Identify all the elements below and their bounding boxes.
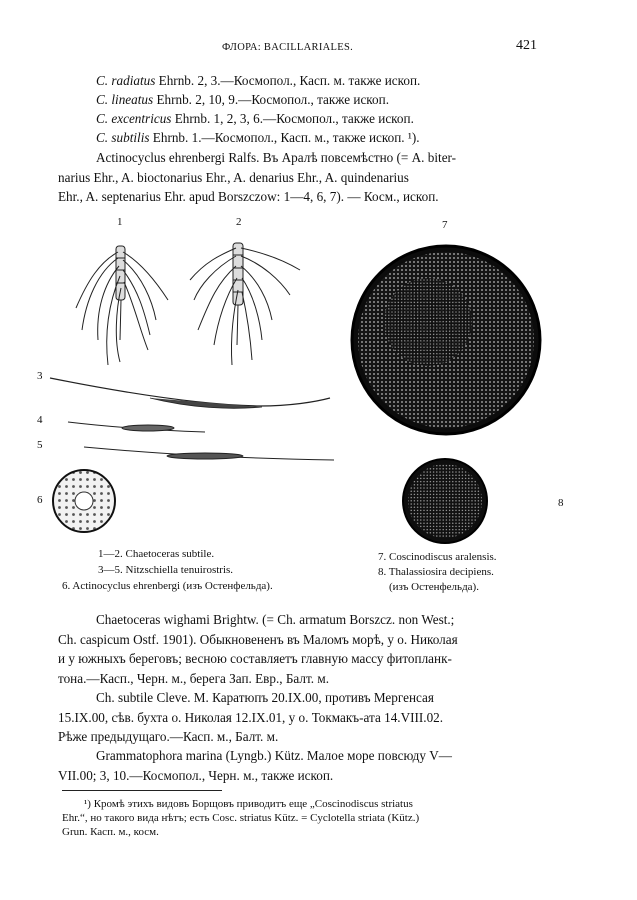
caption-right: 8. Thalassiosira decipiens. <box>378 566 494 578</box>
figure-label-7: 7 <box>442 219 448 231</box>
thalassiosira-figure-8 <box>403 459 487 543</box>
page-number: 421 <box>516 38 537 53</box>
species-name: C. lineatus <box>96 92 154 107</box>
species-name: C. excentricus <box>96 111 172 126</box>
figure-label-4: 4 <box>37 414 43 426</box>
footnote-line: Ehr.“, но такого вида нѣтъ; есть Cosc. striatus Kütz. = Cyclotella striata (Kütz.) <box>62 812 420 824</box>
body-line: Ch. caspicum Ostf. 1901). Обыкновененъ въ Маломъ морѣ, у о. Николая <box>58 632 458 647</box>
paragraph-line: narius Ehr., A. bioctonarius Ehr., A. denarius Ehr., A. quindenarius <box>58 170 409 185</box>
paragraph-line: Ehr., A. septenarius Ehr. apud Borszczow: 1—4, 6, 7). — Косм., ископ. <box>58 189 439 204</box>
species-info: Ehrnb. 2, 10, 9.—Космопол., также ископ. <box>153 92 389 107</box>
body-line: Chaetoceras wighami Brightw. (= Ch. armatum Borszcz. non West.; <box>96 612 455 627</box>
caption-right: (изъ Остенфельда). <box>389 581 479 593</box>
nitzschiella-figure-4 <box>68 422 205 432</box>
actinocyclus-figure-6 <box>53 470 115 532</box>
caption-left: 6. Actinocyclus ehrenbergi (изъ Остенфельда). <box>62 580 273 592</box>
chaetoceras-figure-1 <box>76 246 168 365</box>
figure-label-6: 6 <box>37 494 43 506</box>
caption-right: 7. Coscinodiscus aralensis. <box>378 551 497 563</box>
figure-label-5: 5 <box>37 439 43 451</box>
figure-label-1: 1 <box>117 216 123 228</box>
body-line: 15.IX.00, сѣв. бухта о. Николая 12.IX.01, у о. Токмакъ-ата 14.VIII.02. <box>58 710 444 725</box>
figure-label-2: 2 <box>236 216 242 228</box>
species-name: C. subtilis <box>96 130 150 145</box>
body-line: Grammatophora marina (Lyngb.) Kütz. Малое море повсюду V— <box>96 748 452 763</box>
body-line: и у южныхъ береговъ; весною составляетъ главную массу фитопланк- <box>58 651 452 666</box>
paragraph-line: Actinocyclus ehrenbergi Ralfs. Въ Аралѣ повсемѣстно (= A. biter- <box>96 150 457 165</box>
caption-left: 3—5. Nitzschiella tenuirostris. <box>98 564 234 576</box>
caption-left: 1—2. Chaetoceras subtile. <box>98 548 215 560</box>
nitzschiella-figure-3 <box>50 378 330 408</box>
body-line: VII.00; 3, 10.—Космопол., Черн. м., также ископ. <box>58 768 334 783</box>
species-info: Ehrnb. 2, 3.—Космопол., Касп. м. также ископ. <box>155 73 421 88</box>
body-line: Рѣже предыдущаго.—Касп. м., Балт. м. <box>58 729 279 744</box>
species-info: Ehrnb. 1.—Космопол., Касп. м., также ископ. ¹). <box>149 130 420 145</box>
figure-label-8: 8 <box>558 497 564 509</box>
species-info: Ehrnb. 1, 2, 3, 6.—Космопол., также ископ. <box>171 111 414 126</box>
nitzschiella-figure-5 <box>84 447 334 460</box>
coscinodiscus-figure-7 <box>352 246 540 434</box>
footnote-line: ¹) Кромѣ этихъ видовъ Борщовъ приводитъ еще „Coscinodiscus striatus <box>84 798 413 810</box>
footnote-line: Grun. Касп. м., косм. <box>62 826 159 838</box>
figure-label-3: 3 <box>37 370 43 382</box>
chaetoceras-figure-2 <box>190 243 300 365</box>
footnote-rule <box>62 790 222 791</box>
running-title: ФЛОРА: BACILLARIALES. <box>222 42 354 53</box>
species-name: C. radiatus <box>96 73 156 88</box>
body-line: Ch. subtile Cleve. М. Каратюпъ 20.IX.00, противъ Мергенсая <box>96 690 434 705</box>
body-line: тона.—Касп., Черн. м., берега Зап. Евр., Балт. м. <box>58 671 329 686</box>
